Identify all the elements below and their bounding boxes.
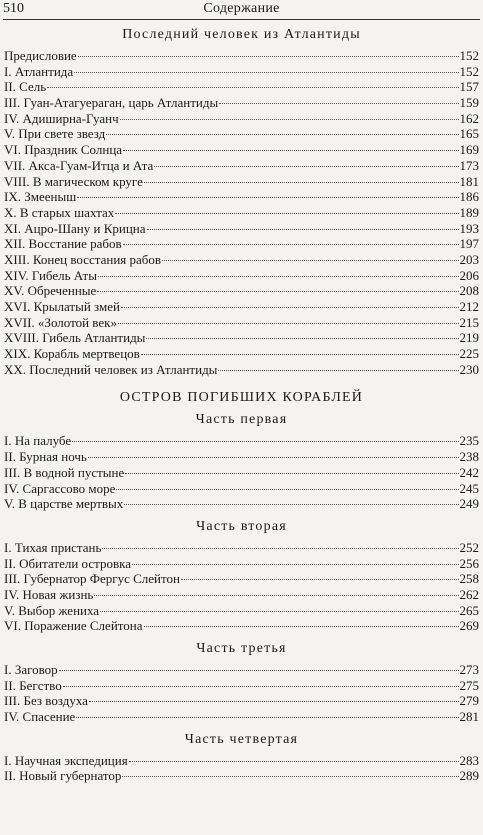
toc-entry (4, 64, 479, 80)
toc-entry (4, 142, 479, 158)
toc-entry-label: I. Научная экспедиция (4, 752, 128, 768)
section-title-atlantis: Последний человек из Атлантиды (122, 27, 361, 42)
toc-entry-label: XI. Ацро-Шану и Крицна (4, 220, 146, 236)
toc-entry (4, 189, 479, 205)
toc-entry-page: 275 (459, 677, 479, 693)
toc-entry-label: IX. Змееныш (4, 189, 77, 205)
toc-entry-label: VI. Праздник Солнца (4, 142, 123, 158)
toc-entry-label: II. Сель (4, 79, 47, 95)
toc-entry-label: I. Заговор (4, 662, 58, 677)
toc-entry-page: 289 (459, 768, 479, 784)
toc-entry (4, 768, 479, 784)
toc-entry-label: XII. Восстание рабов (4, 236, 122, 252)
toc-entry-label: X. В старых шахтах (4, 204, 115, 220)
toc-entry-label: IV. Новая жизнь (4, 586, 94, 602)
toc-entry (4, 662, 479, 678)
dot-leader (123, 149, 458, 151)
toc-entry-page: 162 (459, 110, 479, 126)
toc-entry-label: Предисловие (4, 48, 77, 63)
toc-entry-label: XX. Последний человек из Атлантиды (4, 361, 218, 377)
toc-list-atlantis (4, 48, 479, 377)
toc-entry-page: 249 (459, 496, 479, 512)
toc-entry-page: 189 (459, 204, 479, 220)
toc-entry-label: V. В царстве мертвых (4, 496, 124, 512)
toc-entry (4, 126, 479, 142)
toc-entry-label: III. Губернатор Фергус Слейтон (4, 571, 180, 587)
dot-leader (123, 243, 459, 245)
dot-leader (124, 503, 458, 505)
toc-entry-page: 215 (459, 314, 479, 330)
toc-entry-page: 225 (459, 346, 479, 362)
toc-entry (4, 433, 479, 449)
toc-entry-page: 193 (459, 220, 479, 236)
toc-entry-label: I. На палубе (4, 433, 72, 449)
toc-entry-page: 283 (459, 752, 479, 768)
toc-entry-label: XVII. «Золотой век» (4, 314, 117, 330)
dot-leader (162, 259, 458, 261)
toc-entry (4, 330, 479, 346)
dot-leader (120, 118, 459, 120)
toc-entry-page: 219 (459, 330, 479, 346)
toc-entry (4, 481, 479, 497)
toc-entry-page: 258 (459, 571, 479, 587)
toc-entry-page: 197 (459, 236, 479, 252)
dot-leader (219, 102, 458, 104)
toc-entry (4, 174, 479, 190)
toc-entry (4, 618, 479, 634)
toc-entry-label: VIII. В магическом круге (4, 173, 143, 189)
dot-leader (77, 196, 458, 198)
dot-leader (125, 472, 458, 474)
dot-leader (102, 547, 458, 549)
dot-leader (94, 594, 458, 596)
toc-entry-label: IV. Адиширна-Гуанч (4, 110, 119, 126)
toc-entry-page: 245 (459, 480, 479, 496)
toc-entry-page: 159 (459, 95, 479, 111)
dot-leader (118, 322, 459, 324)
toc-entry-page: 152 (459, 48, 479, 63)
toc-entry (4, 346, 479, 362)
dot-leader (106, 133, 458, 135)
toc-entry-label: VII. Акса-Гуам-Итца и Ата (4, 157, 154, 173)
toc-entry (4, 693, 479, 709)
part-title: Часть первая (195, 412, 288, 428)
dot-leader (218, 369, 458, 371)
toc-entry-page: 273 (459, 662, 479, 677)
toc-entry-page: 208 (459, 283, 479, 299)
toc-entry-page: 281 (459, 709, 479, 725)
toc-entry-page: 269 (459, 618, 479, 634)
toc-entry-label: XVIII. Гибель Атлантиды (4, 330, 146, 346)
toc-entry (4, 465, 479, 481)
toc-entry (4, 315, 479, 331)
dot-leader (122, 775, 458, 777)
dot-leader (115, 212, 458, 214)
toc-entry-label: XVI. Крылатый змей (4, 299, 120, 314)
toc-entry (4, 268, 479, 284)
running-header (3, 0, 480, 20)
toc-entry-label: XIX. Корабль мертвецов (4, 346, 140, 362)
dot-leader (144, 181, 459, 183)
table-of-contents (4, 24, 479, 784)
toc-entry-page: 152 (459, 63, 479, 79)
toc-entry (4, 95, 479, 111)
toc-entry (4, 587, 479, 603)
toc-entry (4, 753, 479, 769)
toc-entry-page: 186 (459, 189, 479, 205)
toc-entry-page: 157 (459, 79, 479, 95)
toc-entry-label: IV. Спасение (4, 709, 76, 725)
toc-entry-label: II. Новый губернатор (4, 768, 122, 784)
toc-entry-page: 165 (459, 126, 479, 142)
dot-leader (74, 71, 458, 73)
toc-entry (4, 299, 479, 315)
toc-entry (4, 709, 479, 725)
dot-leader (132, 563, 459, 565)
toc-entry-label: I. Атлантида (4, 63, 74, 79)
dot-leader (98, 275, 459, 277)
toc-entry-label: VI. Поражение Слейтона (4, 618, 143, 634)
toc-entry (4, 496, 479, 512)
toc-entry (4, 449, 479, 465)
toc-entry-page: 181 (459, 173, 479, 189)
toc-entry (4, 556, 479, 572)
section-title-ships: ОСТРОВ ПОГИБШИХ КОРАБЛЕЙ (119, 390, 364, 406)
dot-leader (97, 290, 458, 292)
toc-entry (4, 205, 479, 221)
toc-entry-page: 265 (459, 602, 479, 618)
toc-entry (4, 221, 479, 237)
toc-entry-label: V. При свете звезд (4, 126, 106, 142)
dot-leader (63, 685, 459, 687)
toc-entry (4, 571, 479, 587)
running-title: Содержание (203, 1, 280, 16)
toc-entry-label: III. В водной пустыне (4, 464, 125, 480)
toc-entry-label: III. Без воздуха (4, 693, 88, 709)
dot-leader (88, 456, 459, 458)
toc-entry-label: IV. Саргассово море (4, 480, 116, 496)
toc-entry-page: 279 (459, 693, 479, 709)
toc-entry-page: 242 (459, 464, 479, 480)
dot-leader (100, 610, 458, 612)
dot-leader (181, 578, 459, 580)
toc-entry (4, 48, 479, 64)
dot-leader (141, 353, 459, 355)
toc-entry-label: II. Бегство (4, 677, 62, 693)
toc-entry-page: 235 (459, 433, 479, 449)
toc-entry-page: 206 (459, 267, 479, 283)
part-title: Часть четвертая (184, 731, 299, 747)
dot-leader (147, 228, 459, 230)
toc-entry-label: I. Тихая пристань (4, 539, 102, 555)
dot-leader (116, 488, 458, 490)
dot-leader (89, 700, 459, 702)
part-title: Часть третья (196, 641, 287, 656)
toc-entry (4, 540, 479, 556)
toc-entry-page: 173 (459, 157, 479, 173)
toc-entry-label: II. Бурная ночь (4, 449, 87, 465)
dot-leader (59, 669, 459, 671)
dot-leader (129, 760, 459, 762)
toc-entry-label: XIII. Конец восстания рабов (4, 251, 162, 267)
page-number: 510 (3, 1, 24, 16)
toc-entry-page: 262 (459, 586, 479, 602)
toc-entry (4, 236, 479, 252)
toc-entry (4, 283, 479, 299)
toc-entry (4, 111, 479, 127)
toc-entry (4, 158, 479, 174)
toc-entry-label: XIV. Гибель Аты (4, 267, 97, 283)
toc-entry (4, 603, 479, 619)
dot-leader (78, 55, 459, 57)
toc-entry-page: 169 (459, 142, 479, 158)
toc-entry-page: 203 (459, 251, 479, 267)
toc-entry-page: 252 (459, 539, 479, 555)
toc-entry-label: V. Выбор жениха (4, 602, 100, 618)
dot-leader (144, 625, 459, 627)
toc-entry-label: III. Гуан-Атагуераган, царь Атлантиды (4, 95, 219, 111)
toc-entry-label: II. Обитатели островка (4, 555, 131, 571)
dot-leader (121, 306, 459, 308)
toc-parts-ships (4, 411, 479, 784)
dot-leader (72, 440, 458, 442)
toc-entry-page: 230 (459, 361, 479, 377)
toc-entry (4, 678, 479, 694)
toc-entry-page: 212 (459, 299, 479, 314)
dot-leader (47, 86, 458, 88)
toc-entry-page: 256 (459, 555, 479, 571)
toc-entry-label: XV. Обреченные (4, 283, 97, 299)
toc-entry-page: 238 (459, 449, 479, 465)
dot-leader (146, 337, 458, 339)
part-title: Часть вторая (196, 518, 287, 534)
toc-entry (4, 252, 479, 268)
toc-entry (4, 79, 479, 95)
toc-entry (4, 362, 479, 378)
dot-leader (154, 165, 458, 167)
dot-leader (76, 716, 458, 718)
